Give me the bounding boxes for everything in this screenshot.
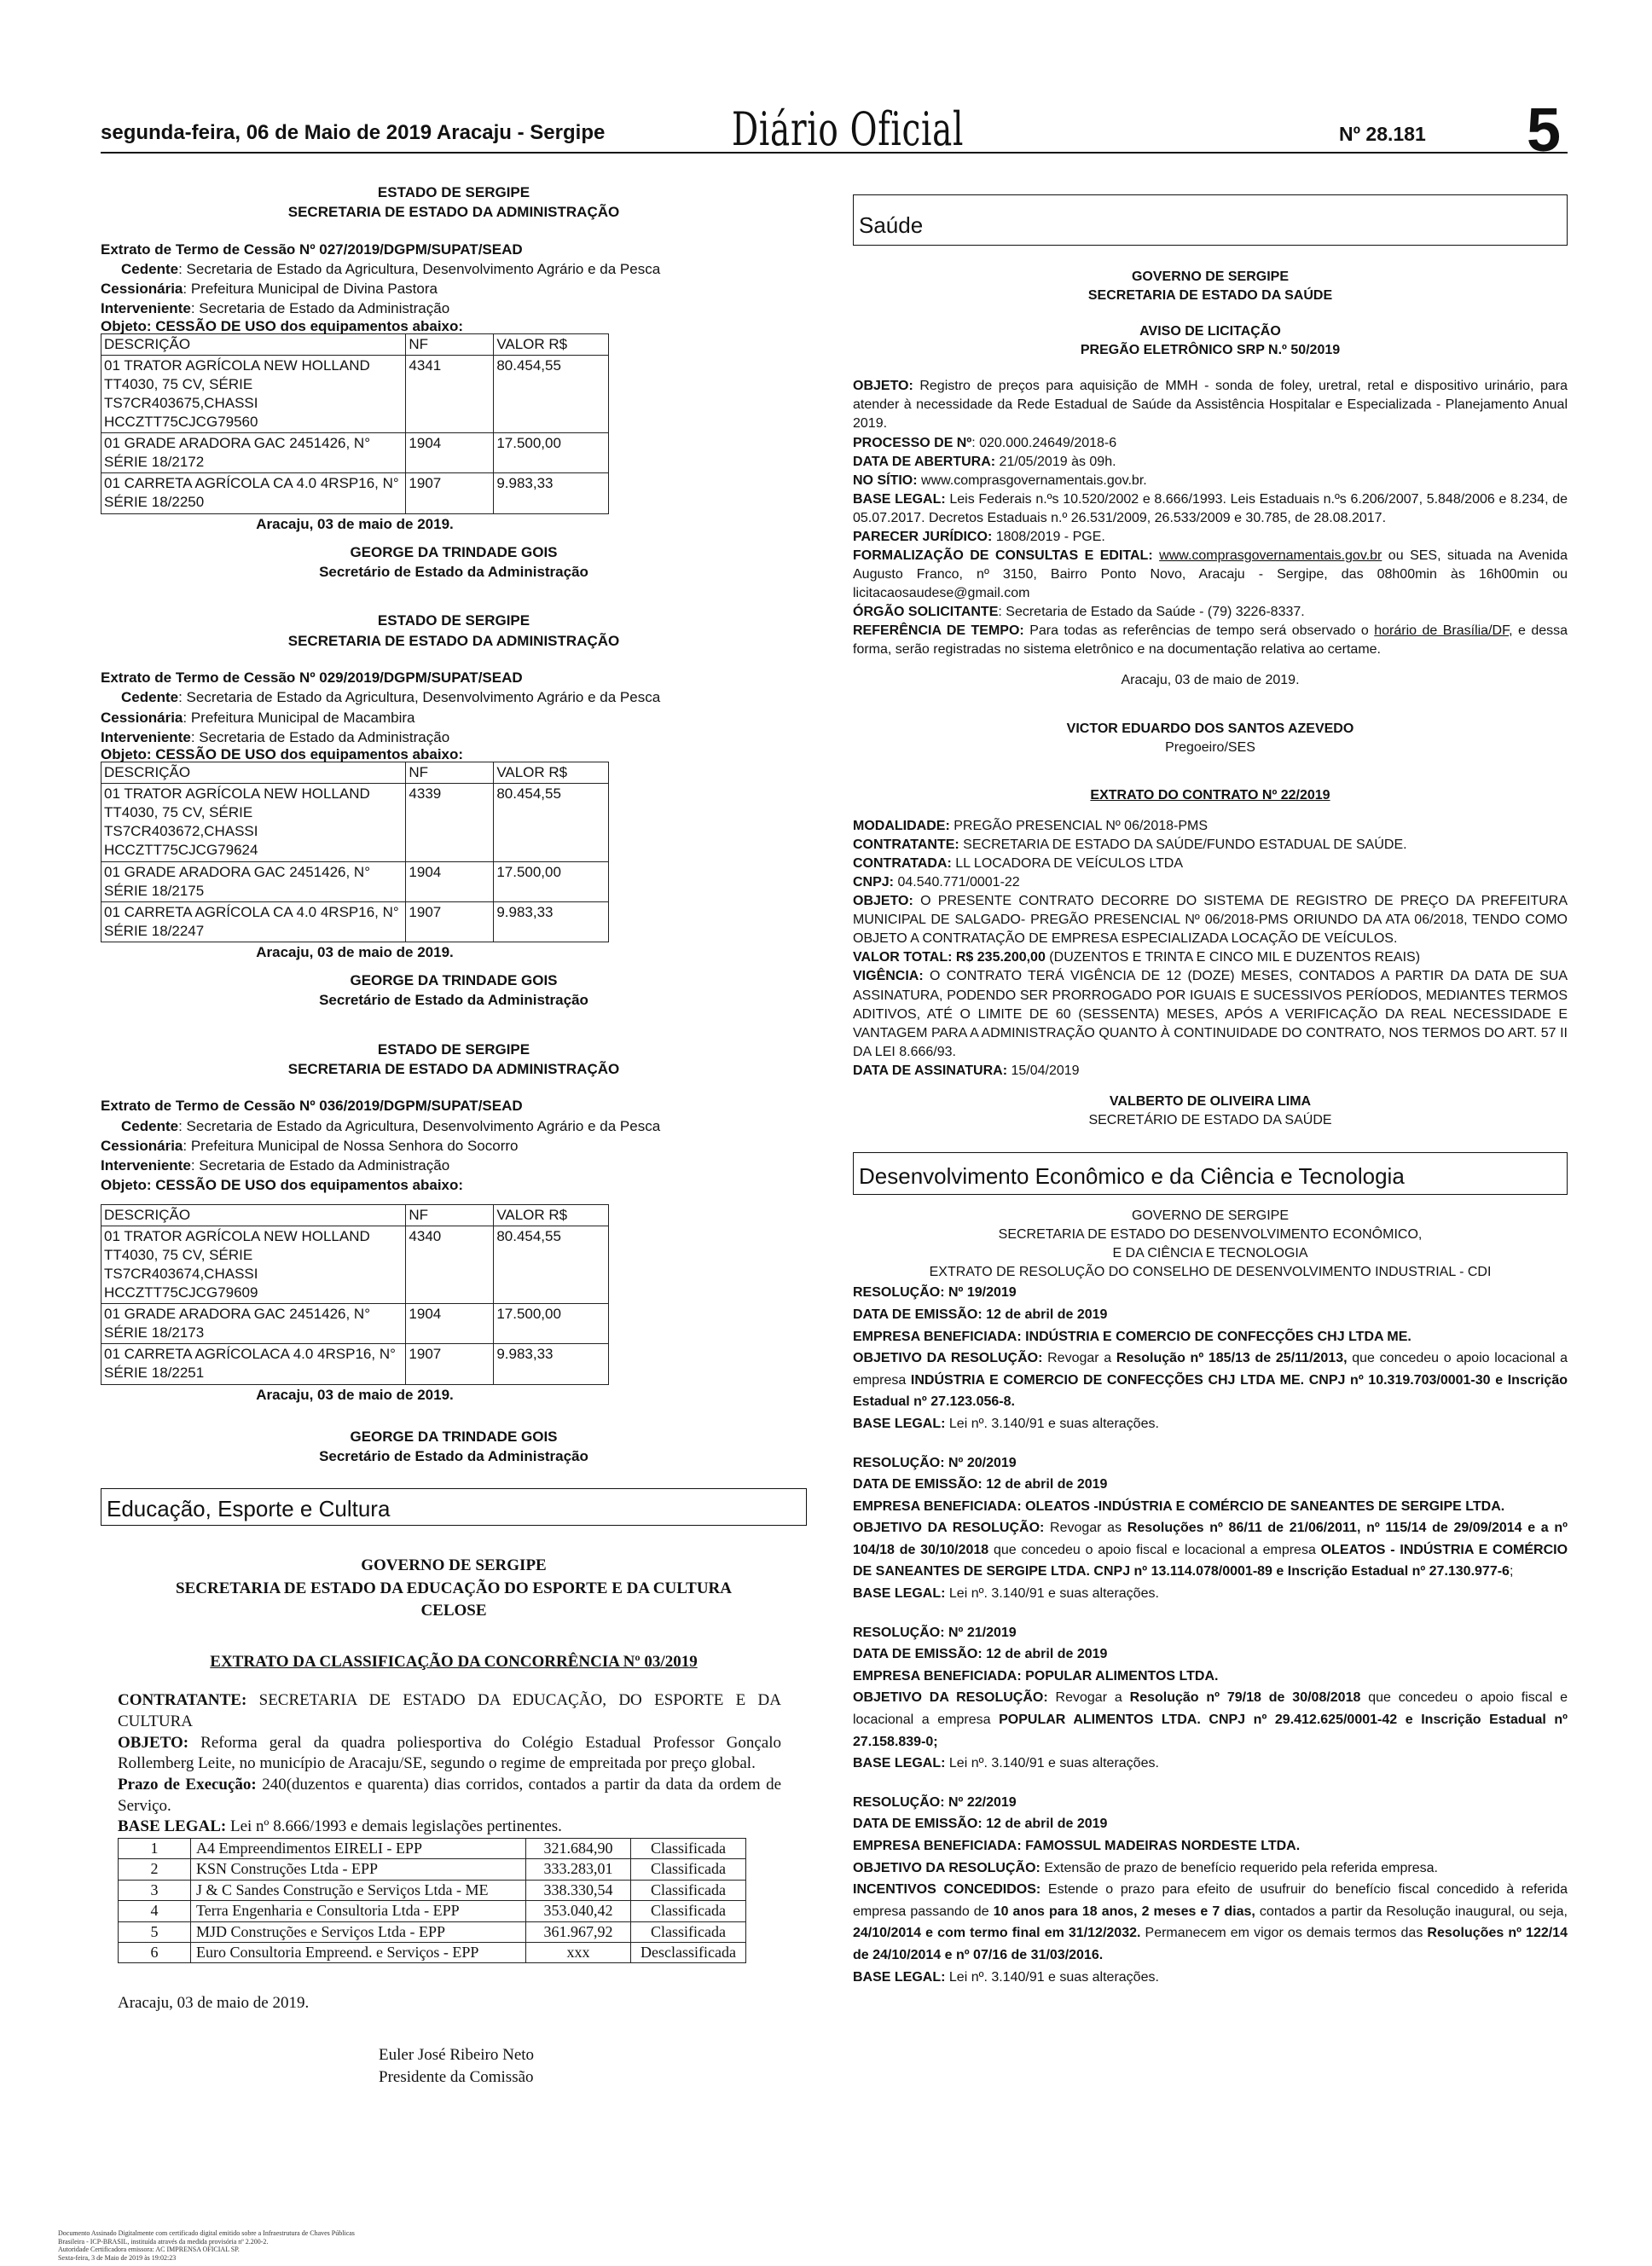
sitio-label: NO SÍTIO:: [853, 472, 918, 488]
table-row: [101, 473, 609, 513]
table-header-row: [101, 333, 609, 355]
table-cell: 01 TRATOR AGRÍCOLA NEW HOLLAND TT4030, 75 CV, SÉRIE TS7CR403674,CHASSI HCCZTT75CJCG79609: [101, 1226, 406, 1303]
modalidade-value: PREGÃO PRESENCIAL Nº 06/2018-PMS: [949, 818, 1209, 833]
formalizacao-label: FORMALIZAÇÃO DE CONSULTAS E EDITAL:: [853, 548, 1153, 564]
orgao-value: : Secretaria de Estado da Saúde - (79) 3226-8337.: [998, 605, 1305, 620]
signer-name: Euler José Ribeiro Neto: [379, 2045, 535, 2064]
resolution-number: RESOLUÇÃO: Nº 19/2019: [853, 1285, 1017, 1301]
emission-date: DATA DE EMISSÃO: 12 de abril de 2019: [853, 1647, 1108, 1662]
contratante-label: CONTRATANTE:: [853, 837, 959, 852]
equipment-table: [101, 762, 609, 942]
notice-date: Aracaju, 03 de maio de 2019.: [1121, 673, 1300, 688]
resolution-number: RESOLUÇÃO: Nº 21/2019: [853, 1625, 1017, 1640]
section-header-desenvolvimento: Desenvolvimento Econômico e da Ciência e Tecnologia: [853, 1152, 1568, 1195]
table-cell: Classificada: [631, 1921, 746, 1942]
table-cell: 4: [119, 1901, 191, 1921]
contract-title: EXTRATO DO CONTRATO Nº 22/2019: [1090, 787, 1330, 803]
table-cell: Classificada: [631, 1901, 746, 1921]
extract-date: Aracaju, 03 de maio de 2019.: [256, 515, 454, 532]
prazo-label: Prazo de Execução:: [118, 1776, 257, 1794]
beneficiary: EMPRESA BENEFICIADA: INDÚSTRIA E COMERCIO DE CONFECÇÕES CHJ LTDA ME.: [853, 1329, 1411, 1344]
resolution-number: RESOLUÇÃO: Nº 20/2019: [853, 1455, 1017, 1470]
base-legal-value: Leis Federais n.ºs 10.520/2002 e 8.666/1993. Leis Estaduais n.ºs 6.206/2007, 5.848/2006 e 8.234, de 05.07.2017. Decretos Estaduais n.º 26.531/2009, 26.533/2009 e 30.785, de 28.08.2017.: [853, 491, 1568, 525]
secretariat-heading: SECRETARIA DE ESTADO DA ADMINISTRAÇÃO: [287, 204, 620, 221]
table-cell: 321.684,90: [526, 1839, 631, 1859]
compras-link[interactable]: www.comprasgovernamentais.gov.br: [1159, 548, 1382, 564]
table-row: [119, 1943, 746, 1963]
section-header-saude: Saúde: [853, 194, 1568, 246]
table-header-cell: NF: [406, 1204, 494, 1226]
table-row: [119, 1859, 746, 1880]
objeto2-value: O PRESENTE CONTRATO DECORRE DO SISTEMA DE REGISTRO DE PREÇO DA PREFEITURA MUNICIPAL DE SALGADO- PREGÃO PRESENCIAL Nº 06/2018-PMS ORIUNDO DA ATA 06/2018, TENDO COMO OBJETO A CONTRATAÇÃO DE EMPRESA ESPECIALIZADA LOCAÇÃO DE VEÍCULOS.: [853, 894, 1568, 947]
extract-title: Extrato de Termo de Cessão Nº 036/2019/DGPM/SUPAT/SEAD: [101, 1098, 523, 1115]
edition-number: Nº 28.181: [1339, 123, 1426, 145]
formalizacao-value: ou SES, situada na Avenida Augusto Franco, nº 3150, Bairro Ponto Novo, Aracaju - Sergipe, das 08h00min às 16h00min ou licitacaosaudese@gmail.com: [853, 548, 1568, 601]
table-cell: 4341: [406, 355, 494, 432]
contratante-value: SECRETARIA DE ESTADO DA EDUCAÇÃO, DO ESPORTE E DA CULTURA: [118, 1691, 781, 1730]
right-column: [853, 183, 1568, 1988]
signer-name: VICTOR EDUARDO DOS SANTOS AZEVEDO: [1066, 721, 1354, 736]
pregao-heading: PREGÃO ELETRÔNICO SRP N.º 50/2019: [1080, 343, 1341, 358]
emission-date: DATA DE EMISSÃO: 12 de abril de 2019: [853, 1477, 1108, 1492]
beneficiary: EMPRESA BENEFICIADA: FAMOSSUL MADEIRAS NORDESTE LTDA.: [853, 1839, 1301, 1854]
parecer-value: 1808/2019 - PGE.: [992, 529, 1105, 544]
table-row: [101, 901, 609, 942]
table-cell: 338.330,54: [526, 1880, 631, 1900]
table-cell: Classificada: [631, 1880, 746, 1900]
objeto-line: Objeto: CESSÃO DE USO dos equipamentos abaixo:: [101, 317, 464, 334]
emission-date: DATA DE EMISSÃO: 12 de abril de 2019: [853, 1817, 1108, 1832]
table-cell: 1904: [406, 433, 494, 473]
table-cell: 6: [119, 1943, 191, 1963]
cedente-value: : Secretaria de Estado da Agricultura, Desenvolvimento Agrário e da Pesca: [178, 260, 661, 277]
resolution-block: [853, 1452, 1568, 1605]
contratante-value: SECRETARIA DE ESTADO DA SAÚDE/FUNDO ESTADUAL DE SAÚDE.: [959, 837, 1407, 852]
cessionaria-label: Cessionária: [101, 1137, 183, 1154]
abertura-value: 21/05/2019 às 09h.: [995, 454, 1116, 469]
table-cell: 01 TRATOR AGRÍCOLA NEW HOLLAND TT4030, 75 CV, SÉRIE TS7CR403672,CHASSI HCCZTT75CJCG79624: [101, 784, 406, 861]
table-header-cell: DESCRIÇÃO: [101, 762, 406, 784]
aviso-heading: AVISO DE LICITAÇÃO: [1139, 324, 1281, 339]
page-number: 5: [1527, 96, 1562, 165]
table-cell: 01 CARRETA AGRÍCOLA CA 4.0 4RSP16, N° SÉRIE 18/2250: [101, 473, 406, 513]
table-cell: 4340: [406, 1226, 494, 1303]
table-cell: KSN Construções Ltda - EPP: [191, 1859, 526, 1880]
digital-signature-footer: [58, 2229, 365, 2262]
table-cell: 9.983,33: [494, 1344, 609, 1384]
table-row: [101, 1304, 609, 1344]
objective-text: Extensão de prazo de benefício requerido pela referida empresa.: [1040, 1860, 1438, 1875]
assinatura-value: 15/04/2019: [1007, 1063, 1080, 1078]
table-header-cell: VALOR R$: [494, 762, 609, 784]
objective-label: OBJETIVO DA RESOLUÇÃO:: [853, 1351, 1043, 1366]
footer-line: Autoridade Certificadora emissora: AC IMPRENSA OFICIAL SP.: [58, 2246, 240, 2254]
signer-name: GEORGE DA TRINDADE GOIS: [350, 543, 558, 560]
sitio-value: www.comprasgovernamentais.gov.br.: [917, 472, 1147, 488]
base-legal-value: Lei nº 8.666/1993 e demais legislações pertinentes.: [226, 1817, 562, 1836]
state-heading: ESTADO DE SERGIPE: [377, 1040, 530, 1058]
table-cell: A4 Empreendimentos EIRELI - EPP: [191, 1839, 526, 1859]
table-header-row: [101, 762, 609, 784]
beneficiary: EMPRESA BENEFICIADA: POPULAR ALIMENTOS LTDA.: [853, 1668, 1219, 1684]
table-cell: 01 CARRETA AGRÍCOLACA 4.0 4RSP16, N° SÉRIE 18/2251: [101, 1344, 406, 1384]
table-row: [101, 861, 609, 901]
signer-name: GEORGE DA TRINDADE GOIS: [350, 972, 558, 989]
objeto-value: Reforma geral da quadra poliesportiva do Colégio Estadual Professor Gonçalo Rollemberg Leite, no município de Aracaju/SE, segundo o regime de empreitada por preço global.: [118, 1733, 781, 1773]
table-cell: Terra Engenharia e Consultoria Ltda - EPP: [191, 1901, 526, 1921]
gov-heading: GOVERNO DE SERGIPE: [1131, 1208, 1290, 1224]
base-legal-value: Lei nº. 3.140/91 e suas alterações.: [945, 1969, 1159, 1985]
table-cell: 4339: [406, 784, 494, 861]
table-row: [101, 433, 609, 473]
objective-text: Revogar a: [1042, 1351, 1116, 1366]
resolution-block: [853, 1792, 1568, 1988]
cedente-value: : Secretaria de Estado da Agricultura, Desenvolvimento Agrário e da Pesca: [178, 689, 661, 706]
footer-line: Documento Assinado Digitalmente com certificado digital emitido sobre a Infraestrutura de Chaves Públicas: [58, 2229, 355, 2237]
base-legal-label: BASE LEGAL:: [853, 491, 946, 507]
footer-line: Sexta-feira, 3 de Maio de 2019 às 19:02:23: [58, 2253, 177, 2262]
table-header-cell: DESCRIÇÃO: [101, 333, 406, 355]
interveniente-label: Interveniente: [101, 728, 191, 745]
base-legal-label: BASE LEGAL:: [853, 1756, 946, 1771]
table-cell: 361.967,92: [526, 1921, 631, 1942]
valor-value: (DUZENTOS E TRINTA E CINCO MIL E DUZENTOS REAIS): [1045, 950, 1421, 965]
table-row: [101, 784, 609, 861]
interveniente-label: Interveniente: [101, 300, 191, 317]
objective-bold: OLEATOS - INDÚSTRIA E COMÉRCIO DE SANEANTES DE SERGIPE LTDA. CNPJ nº 13.114.078/0001-89 e Inscrição Estadual nº 27.130.977-6: [853, 1542, 1568, 1579]
extract-date: Aracaju, 03 de maio de 2019.: [118, 1994, 310, 2013]
objeto-label: OBJETO:: [853, 379, 913, 394]
interveniente-value: : Secretaria de Estado da Administração: [190, 1157, 450, 1174]
secretariat-heading: SECRETARIA DE ESTADO DA SAÚDE: [1087, 288, 1333, 304]
objeto2-label: OBJETO:: [853, 894, 913, 909]
prazo-value: 240(duzentos e quarenta) dias corridos, contados a partir da data da ordem de Serviço.: [118, 1776, 781, 1815]
objeto-line: Objeto: CESSÃO DE USO dos equipamentos abaixo:: [101, 1177, 464, 1194]
contratante-label: CONTRATANTE:: [118, 1691, 247, 1710]
incentives-text: Permanecem em vigor os demais termos das: [1140, 1926, 1428, 1941]
table-header-cell: NF: [406, 762, 494, 784]
table-header-cell: VALOR R$: [494, 1204, 609, 1226]
cessionaria-value: : Prefeitura Municipal de Nossa Senhora do Socorro: [183, 1137, 519, 1154]
referencia-label: REFERÊNCIA DE TEMPO:: [853, 623, 1024, 639]
table-cell: Euro Consultoria Empreend. e Serviços - EPP: [191, 1943, 526, 1963]
objective-bold: INDÚSTRIA E COMERCIO DE CONFECÇÕES CHJ LTDA ME. CNPJ nº 10.319.703/0001-30 e Inscrição Estadual nº 27.123.056-8.: [853, 1372, 1568, 1410]
cessionaria-label: Cessionária: [101, 709, 183, 726]
objective-text: que concedeu o apoio locacional a empresa: [853, 1351, 1568, 1388]
objective-bold: Resolução nº 185/13 de 25/11/2013,: [1116, 1351, 1348, 1366]
objective-text: Revogar a: [1047, 1690, 1130, 1706]
objective-bold: POPULAR ALIMENTOS LTDA. CNPJ nº 29.412.625/0001-42 e Inscrição Estadual nº 27.158.839-0;: [853, 1713, 1568, 1749]
vigencia-value: O CONTRATO TERÁ VIGÊNCIA DE 12 (DOZE) MESES, CONTADOS A PARTIR DA DATA DE SUA ASSINATURA, PODENDO SER PRORROGADO POR IGUAIS E SUCESSIVOS PERÍODOS, MEDIANTES TERMOS ADITIVOS, ATÉ O LIMITE DE 60 (SESSENTA) MESES, APÓS A VERIFICAÇÃO DA REAL NECESSIDADE E VANTAGEM PARA A ADMINISTRAÇÃO QUANTO À CONTINUIDADE DO CONTRATO, NOS TERMOS DO ART. 57 II DA LEI 8.666/93.: [853, 969, 1568, 1059]
left-column: [101, 183, 807, 2089]
table-row: [101, 1344, 609, 1384]
table-cell: 17.500,00: [494, 1304, 609, 1344]
table-cell: 01 TRATOR AGRÍCOLA NEW HOLLAND TT4030, 75 CV, SÉRIE TS7CR403675,CHASSI HCCZTT75CJCG79560: [101, 355, 406, 432]
incentives-text: Estende o prazo para efeito de usufruir do benefício fiscal concedido à referida empresa passando de: [853, 1882, 1568, 1919]
table-cell: 3: [119, 1880, 191, 1900]
table-header-cell: DESCRIÇÃO: [101, 1204, 406, 1226]
interveniente-label: Interveniente: [101, 1157, 191, 1174]
secretariat-heading-cont: E DA CIÊNCIA E TECNOLOGIA: [1112, 1246, 1308, 1261]
parecer-label: PARECER JURÍDICO:: [853, 529, 993, 544]
extract-title: EXTRATO DA CLASSIFICAÇÃO DA CONCORRÊNCIA Nº 03/2019: [210, 1653, 698, 1672]
table-row: [101, 1226, 609, 1303]
classification-table: [118, 1838, 746, 1963]
signer-role: Pregoeiro/SES: [1165, 739, 1255, 755]
equipment-table: [101, 333, 609, 514]
objective-text: que concedeu o apoio fiscal e locacional a empresa: [988, 1542, 1321, 1557]
cedente-label: Cedente: [121, 1117, 179, 1134]
contratada-value: LL LOCADORA DE VEÍCULOS LTDA: [951, 855, 1184, 871]
signer-role: Secretário de Estado da Administração: [319, 564, 588, 581]
secretariat-heading: SECRETARIA DE ESTADO DA ADMINISTRAÇÃO: [287, 1061, 620, 1078]
objective-text: que concedeu o apoio fiscal e locacional a empresa: [853, 1690, 1568, 1728]
objective-bold: Resoluções nº 86/11 de 21/06/2011, nº 115/14 de 29/09/2014 e a nº 104/18 de 30/10/2018: [853, 1521, 1568, 1557]
cession-extract: [101, 1040, 807, 1467]
table-row: [119, 1839, 746, 1859]
signer-role: SECRETÁRIO DE ESTADO DA SAÚDE: [1088, 1112, 1332, 1127]
table-cell: 9.983,33: [494, 473, 609, 513]
incentives-bold: 10 anos para 18 anos, 2 meses e 7 dias,: [993, 1904, 1255, 1919]
secretariat-heading: SECRETARIA DE ESTADO DA EDUCAÇÃO DO ESPORTE E DA CULTURA: [176, 1579, 732, 1597]
cession-extract: [101, 611, 807, 1010]
table-cell: 01 CARRETA AGRÍCOLA CA 4.0 4RSP16, N° SÉRIE 18/2247: [101, 901, 406, 942]
extract-date: Aracaju, 03 de maio de 2019.: [256, 1386, 454, 1403]
table-cell: 80.454,55: [494, 355, 609, 432]
table-cell: 2: [119, 1859, 191, 1880]
referencia-text: Para todas as referências de tempo será observado o: [1023, 623, 1375, 639]
objective-text: ;: [1509, 1564, 1514, 1579]
state-heading: ESTADO DE SERGIPE: [377, 612, 530, 629]
cnpj-value: 04.540.771/0001-22: [894, 875, 1020, 890]
table-cell: Classificada: [631, 1859, 746, 1880]
resolution-number: RESOLUÇÃO: Nº 22/2019: [853, 1794, 1017, 1810]
table-cell: 01 GRADE ARADORA GAC 2451426, N° SÉRIE 18/2172: [101, 433, 406, 473]
cdi-heading: EXTRATO DE RESOLUÇÃO DO CONSELHO DE DESENVOLVIMENTO INDUSTRIAL - CDI: [929, 1265, 1492, 1280]
table-cell: 353.040,42: [526, 1901, 631, 1921]
assinatura-label: DATA DE ASSINATURA:: [853, 1063, 1008, 1078]
contratada-label: CONTRATADA:: [853, 855, 952, 871]
objective-label: OBJETIVO DA RESOLUÇÃO:: [853, 1690, 1048, 1706]
table-cell: 1907: [406, 1344, 494, 1384]
table-header-cell: VALOR R$: [494, 333, 609, 355]
table-row: [119, 1921, 746, 1942]
table-cell: 80.454,55: [494, 1226, 609, 1303]
cnpj-label: CNPJ:: [853, 875, 895, 890]
secretariat-heading: SECRETARIA DE ESTADO DA ADMINISTRAÇÃO: [287, 632, 620, 649]
header-divider: [101, 152, 1568, 154]
signer-name: GEORGE DA TRINDADE GOIS: [350, 1428, 558, 1445]
table-cell: xxx: [526, 1943, 631, 1963]
objective-label: OBJETIVO DA RESOLUÇÃO:: [853, 1860, 1040, 1875]
table-cell: Classificada: [631, 1839, 746, 1859]
emission-date: DATA DE EMISSÃO: 12 de abril de 2019: [853, 1307, 1108, 1322]
processo-value: : 020.000.24649/2018-6: [971, 435, 1117, 450]
secretariat-heading: SECRETARIA DE ESTADO DO DESENVOLVIMENTO ECONÔMICO,: [998, 1227, 1423, 1243]
referencia-text-end: , e dessa forma, serão registradas no sistema eletrônico e na documentação relativa ao certame.: [853, 623, 1568, 658]
educacao-notice: [101, 1526, 807, 2089]
table-cell: 9.983,33: [494, 901, 609, 942]
cedente-value: : Secretaria de Estado da Agricultura, Desenvolvimento Agrário e da Pesca: [178, 1117, 661, 1134]
modalidade-label: MODALIDADE:: [853, 818, 950, 833]
cessionaria-value: : Prefeitura Municipal de Divina Pastora: [183, 281, 438, 298]
table-cell: 80.454,55: [494, 784, 609, 861]
equipment-table: [101, 1204, 609, 1385]
table-row: [101, 355, 609, 432]
base-legal-value: Lei nº. 3.140/91 e suas alterações.: [945, 1756, 1159, 1771]
incentives-bold: 24/10/2014 e com termo final em 31/12/2032.: [853, 1926, 1141, 1941]
objeto-line: Objeto: CESSÃO DE USO dos equipamentos abaixo:: [101, 746, 464, 763]
valor-label: VALOR TOTAL: R$ 235.200,00: [853, 950, 1046, 965]
state-heading: ESTADO DE SERGIPE: [377, 184, 530, 200]
base-legal-label: BASE LEGAL:: [853, 1969, 946, 1985]
base-legal-label: BASE LEGAL:: [853, 1586, 946, 1602]
table-cell: J & C Sandes Construção e Serviços Ltda - ME: [191, 1880, 526, 1900]
base-legal-value: Lei nº. 3.140/91 e suas alterações.: [945, 1586, 1159, 1602]
objeto-value: Registro de preços para aquisição de MMH - sonda de foley, uretral, retal e dispositivo urinário, para atender à necessidade da Rede Estadual de Saúde da Assistência Hospitalar e Especializada - Planejamento Anual 2019.: [853, 379, 1568, 432]
extract-title: Extrato de Termo de Cessão Nº 029/2019/DGPM/SUPAT/SEAD: [101, 669, 523, 686]
header-date: segunda-feira, 06 de Maio de 2019 Aracaju - Sergipe: [101, 121, 606, 144]
celose-heading: CELOSE: [420, 1601, 487, 1620]
extract-date: Aracaju, 03 de maio de 2019.: [256, 943, 454, 960]
processo-label: PROCESSO DE Nº: [853, 435, 972, 450]
incentives-bold: Resoluções nº 122/14 de 24/10/2014 e nº 07/16 de 31/03/2016.: [853, 1926, 1568, 1962]
signer-role: Secretário de Estado da Administração: [319, 1448, 588, 1465]
table-cell: 17.500,00: [494, 861, 609, 901]
base-legal-value: Lei nº. 3.140/91 e suas alterações.: [945, 1416, 1159, 1431]
table-row: [119, 1880, 746, 1900]
cedente-label: Cedente: [121, 689, 179, 706]
table-cell: 1904: [406, 1304, 494, 1344]
table-cell: 01 GRADE ARADORA GAC 2451426, N° SÉRIE 18/2175: [101, 861, 406, 901]
table-header-cell: NF: [406, 333, 494, 355]
table-cell: 333.283,01: [526, 1859, 631, 1880]
base-legal-label: BASE LEGAL:: [118, 1817, 227, 1836]
newspaper-logo: Diário Oficial: [732, 102, 965, 156]
brasilia-time-link: horário de Brasília/DF: [1374, 623, 1510, 639]
cedente-label: Cedente: [121, 260, 179, 277]
resolution-block: [853, 1622, 1568, 1775]
orgao-label: ÓRGÃO SOLICITANTE: [853, 605, 999, 620]
table-row: [119, 1901, 746, 1921]
table-cell: 1904: [406, 861, 494, 901]
cession-extract: [101, 183, 807, 582]
resolution-block: [853, 1282, 1568, 1434]
table-header-row: [101, 1204, 609, 1226]
signer-name: VALBERTO DE OLIVEIRA LIMA: [1109, 1093, 1312, 1109]
interveniente-value: : Secretaria de Estado da Administração: [190, 300, 450, 317]
objective-text: Revogar as: [1044, 1521, 1127, 1536]
table-cell: Desclassificada: [631, 1943, 746, 1963]
signer-role: Presidente da Comissão: [379, 2067, 534, 2086]
table-cell: 01 GRADE ARADORA GAC 2451426, N° SÉRIE 18/2173: [101, 1304, 406, 1344]
table-cell: 17.500,00: [494, 433, 609, 473]
incentives-text: contados a partir da Resolução inaugural, ou seja,: [1255, 1904, 1568, 1919]
objective-bold: Resolução nº 79/18 de 30/08/2018: [1129, 1690, 1361, 1706]
interveniente-value: : Secretaria de Estado da Administração: [190, 728, 450, 745]
table-cell: 1907: [406, 473, 494, 513]
gov-heading: GOVERNO DE SERGIPE: [361, 1556, 547, 1575]
footer-line: Brasileira - ICP-BRASIL, instituída através da medida provisória nº 2.200-2.: [58, 2237, 269, 2246]
cessionaria-value: : Prefeitura Municipal de Macambira: [183, 709, 415, 726]
cessionaria-label: Cessionária: [101, 281, 183, 298]
page-header: [101, 96, 1568, 165]
incentives-label: INCENTIVOS CONCEDIDOS:: [853, 1882, 1041, 1898]
table-cell: MJD Construções e Serviços Ltda - EPP: [191, 1921, 526, 1942]
table-cell: 1: [119, 1839, 191, 1859]
section-header-educacao: Educação, Esporte e Cultura: [101, 1488, 807, 1526]
beneficiary: EMPRESA BENEFICIADA: OLEATOS -INDÚSTRIA E COMÉRCIO DE SANEANTES DE SERGIPE LTDA.: [853, 1498, 1505, 1514]
abertura-label: DATA DE ABERTURA:: [853, 454, 996, 469]
base-legal-label: BASE LEGAL:: [853, 1416, 946, 1431]
objeto-label: OBJETO:: [118, 1733, 189, 1752]
extract-title: Extrato de Termo de Cessão Nº 027/2019/DGPM/SUPAT/SEAD: [101, 241, 523, 258]
table-cell: 1907: [406, 901, 494, 942]
table-cell: 5: [119, 1921, 191, 1942]
gov-heading: GOVERNO DE SERGIPE: [1131, 269, 1290, 284]
objective-label: OBJETIVO DA RESOLUÇÃO:: [853, 1521, 1045, 1536]
signer-role: Secretário de Estado da Administração: [319, 992, 588, 1009]
vigencia-label: VIGÊNCIA:: [853, 969, 924, 984]
